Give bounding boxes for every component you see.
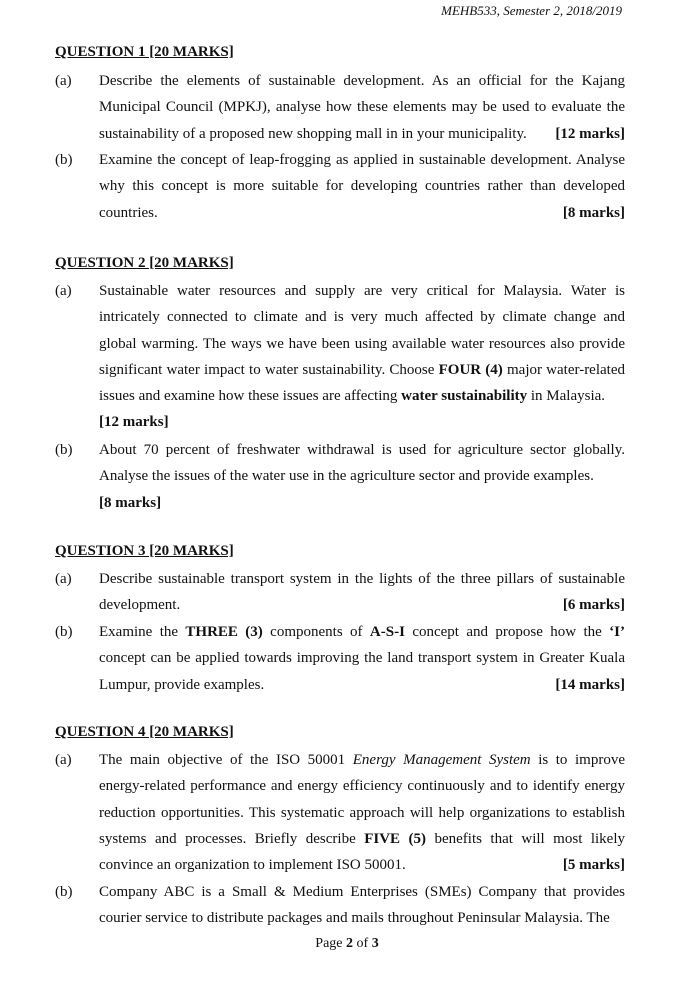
part-label: (a): [55, 73, 72, 89]
emphasis-count: FIVE (5): [364, 830, 426, 847]
part-text: Describe the elements of sustainable development. As an official for the Kajang Municipal Council (MPKJ), analyse how these elements may be used to evaluate the sustainability of a proposed new shopping mall in in your municipality.: [99, 73, 625, 142]
question-1-part-b: [55, 147, 625, 226]
marks-label: [8 marks]: [99, 494, 162, 511]
part-text: concept can be applied towards improving the land transport system in Greater Kuala Lumpur, provide examples.: [99, 650, 625, 693]
marks-label: [12 marks]: [555, 125, 625, 142]
question-3-title: QUESTION 3 [20 MARKS]: [55, 543, 234, 559]
question-4-part-b: [55, 879, 625, 932]
part-text: The main objective of the ISO 50001: [99, 752, 353, 768]
question-3-part-a: [55, 566, 625, 619]
emphasis-count: FOUR (4): [438, 361, 503, 378]
marks-label: [12 marks]: [99, 414, 169, 431]
emphasis-topic: water sustainability: [401, 388, 528, 405]
question-2-part-b: [55, 437, 625, 516]
part-text: components of: [262, 624, 370, 640]
part-text: Examine the concept of leap-frogging as applied in sustainable development. Analyse why this concept is more suitable for developing countries rather than developed countries.: [99, 152, 625, 221]
part-text: concept and propose how the: [404, 624, 610, 640]
page-total: 3: [371, 936, 379, 951]
part-label: (b): [55, 152, 73, 168]
emphasis-title: Energy Management System: [352, 752, 531, 768]
question-2-title: QUESTION 2 [20 MARKS]: [55, 255, 234, 271]
marks-label: [6 marks]: [562, 597, 625, 614]
question-4-title: QUESTION 4 [20 MARKS]: [55, 724, 234, 740]
part-text: is to improve energy-related performance and energy efficiency continuously and to identify energy reduction opportunities. This systematic approach will help organizations to establish systems and processes. Briefly describe: [99, 752, 625, 847]
question-3-part-b: [55, 619, 625, 698]
part-text: About 70 percent of freshwater withdrawal is used for agriculture sector globally. Analyse the issues of the water use in the agriculture sector and provide examples.: [99, 442, 625, 485]
emphasis-letter: ‘I’: [609, 624, 625, 640]
part-text: Examine the: [99, 624, 186, 640]
question-1-part-a: [55, 68, 625, 147]
part-text: major water-related issues and examine how these issues are affecting: [99, 361, 625, 405]
part-text: benefits that will most likely convince an organization to implement ISO 50001.: [99, 830, 625, 874]
part-text: in Malaysia.: [527, 388, 606, 405]
course-reference: MEHB533, Semester 2, 2018/2019: [441, 3, 622, 18]
part-text: Company ABC is a Small & Medium Enterprises (SMEs) Company that provides courier service to distribute packages and mails throughout Peninsular Malaysia. The: [99, 884, 625, 927]
part-text: Describe sustainable transport system in the lights of the three pillars of sustainable development.: [99, 571, 625, 614]
page-prefix: Page: [315, 936, 347, 951]
part-label: (b): [55, 624, 73, 640]
question-2-part-a: [55, 278, 625, 436]
marks-label: [14 marks]: [555, 676, 625, 693]
marks-label: [8 marks]: [562, 204, 625, 221]
question-1-title: QUESTION 1 [20 MARKS]: [55, 44, 234, 60]
question-4-part-a: [55, 747, 625, 878]
page-of: of: [353, 936, 372, 951]
part-label: (a): [55, 752, 72, 768]
part-text: Sustainable water resources and supply are very critical for Malaysia. Water is intricately connected to climate and is very much affected by climate change and global warming. The ways we have been using available water resources also provide significant water impact to water sustainability. Choose: [99, 283, 625, 378]
part-label: (b): [55, 442, 73, 458]
marks-label: [5 marks]: [562, 857, 625, 874]
emphasis-concept: A-S-I: [369, 624, 405, 640]
part-label: (a): [55, 571, 72, 587]
part-label: (a): [55, 283, 72, 299]
page-number: 2: [346, 936, 354, 951]
part-label: (b): [55, 884, 73, 900]
emphasis-count: THREE (3): [185, 624, 263, 640]
page-footer: [0, 936, 694, 952]
